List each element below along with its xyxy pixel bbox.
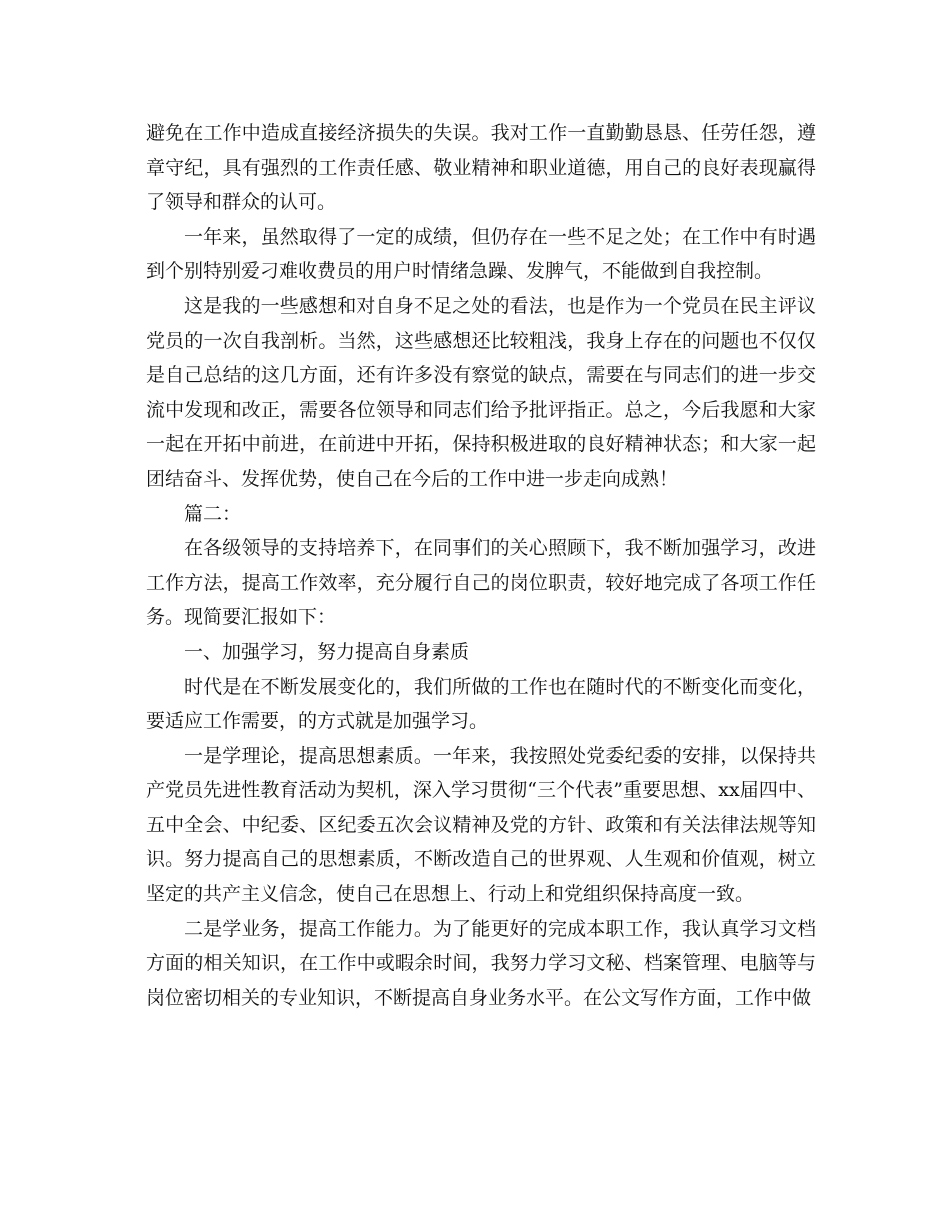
paragraph-continuation: 避免在工作中造成直接经济损失的失误。我对工作一直勤勤恳恳、任劳任怨，遵章守纪，具有强烈的工作责任感、敬业精神和职业道德，用自己的良好表现赢得了领导和群众的认可。 [146,122,816,214]
paragraph-times: 时代是在不断发展变化的，我们所做的工作也在随时代的不断变化而变化，要适应工作需要，的方式就是加强学习。 [146,675,816,733]
paragraph-intro: 在各级领导的支持培养下，在同事们的关心照顾下，我不断加强学习，改进工作方法，提高工作效率，充分履行自己的岗位职责，较好地完成了各项工作任务。现简要汇报如下： [146,537,816,629]
paragraph-theory: 一是学理论，提高思想素质。一年来，我按照处党委纪委的安排，以保持共产党员先进性教育活动为契机，深入学习贯彻“三个代表”重要思想、xx届四中、五中全会、中纪委、区纪委五次会议精神及党的方针、政策和有关法律法规等知识。努力提高自己的思想素质，不断改造自己的世界观、人生观和价值观，树立坚定的共产主义信念，使自己在思想上、行动上和党组织保持高度一致。 [146,744,816,906]
paragraph-business: 二是学业务，提高工作能力。为了能更好的完成本职工作，我认真学习文档方面的相关知识，在工作中或暇余时间，我努力学习文秘、档案管理、电脑等与岗位密切相关的专业知识，不断提高自身业务水平。在公文写作方面，工作中做 [146,917,816,1009]
section-heading-study: 一、加强学习，努力提高自身素质 [184,640,470,663]
section-heading-part-two: 篇二： [184,502,242,525]
paragraph-reflection: 这是我的一些感想和对自身不足之处的看法，也是作为一个党员在民主评议党员的一次自我剖析。当然，这些感想还比较粗浅，我身上存在的问题也不仅仅是自己总结的这几方面，还有许多没有察觉的缺点，需要在与同志们的进一步交流中发现和改正，需要各位领导和同志们给予批评指正。总之，今后我愿和大家一起在开拓中前进，在前进中开拓，保持积极进取的良好精神状态；和大家一起团结奋斗、发挥优势，使自己在今后的工作中进一步走向成熟！ [146,294,816,490]
paragraph-shortcomings: 一年来，虽然取得了一定的成绩，但仍存在一些不足之处；在工作中有时遇到个别特别爱刁难收费员的用户时情绪急躁、发脾气，不能做到自我控制。 [146,225,816,283]
document-body [146,116,816,1015]
